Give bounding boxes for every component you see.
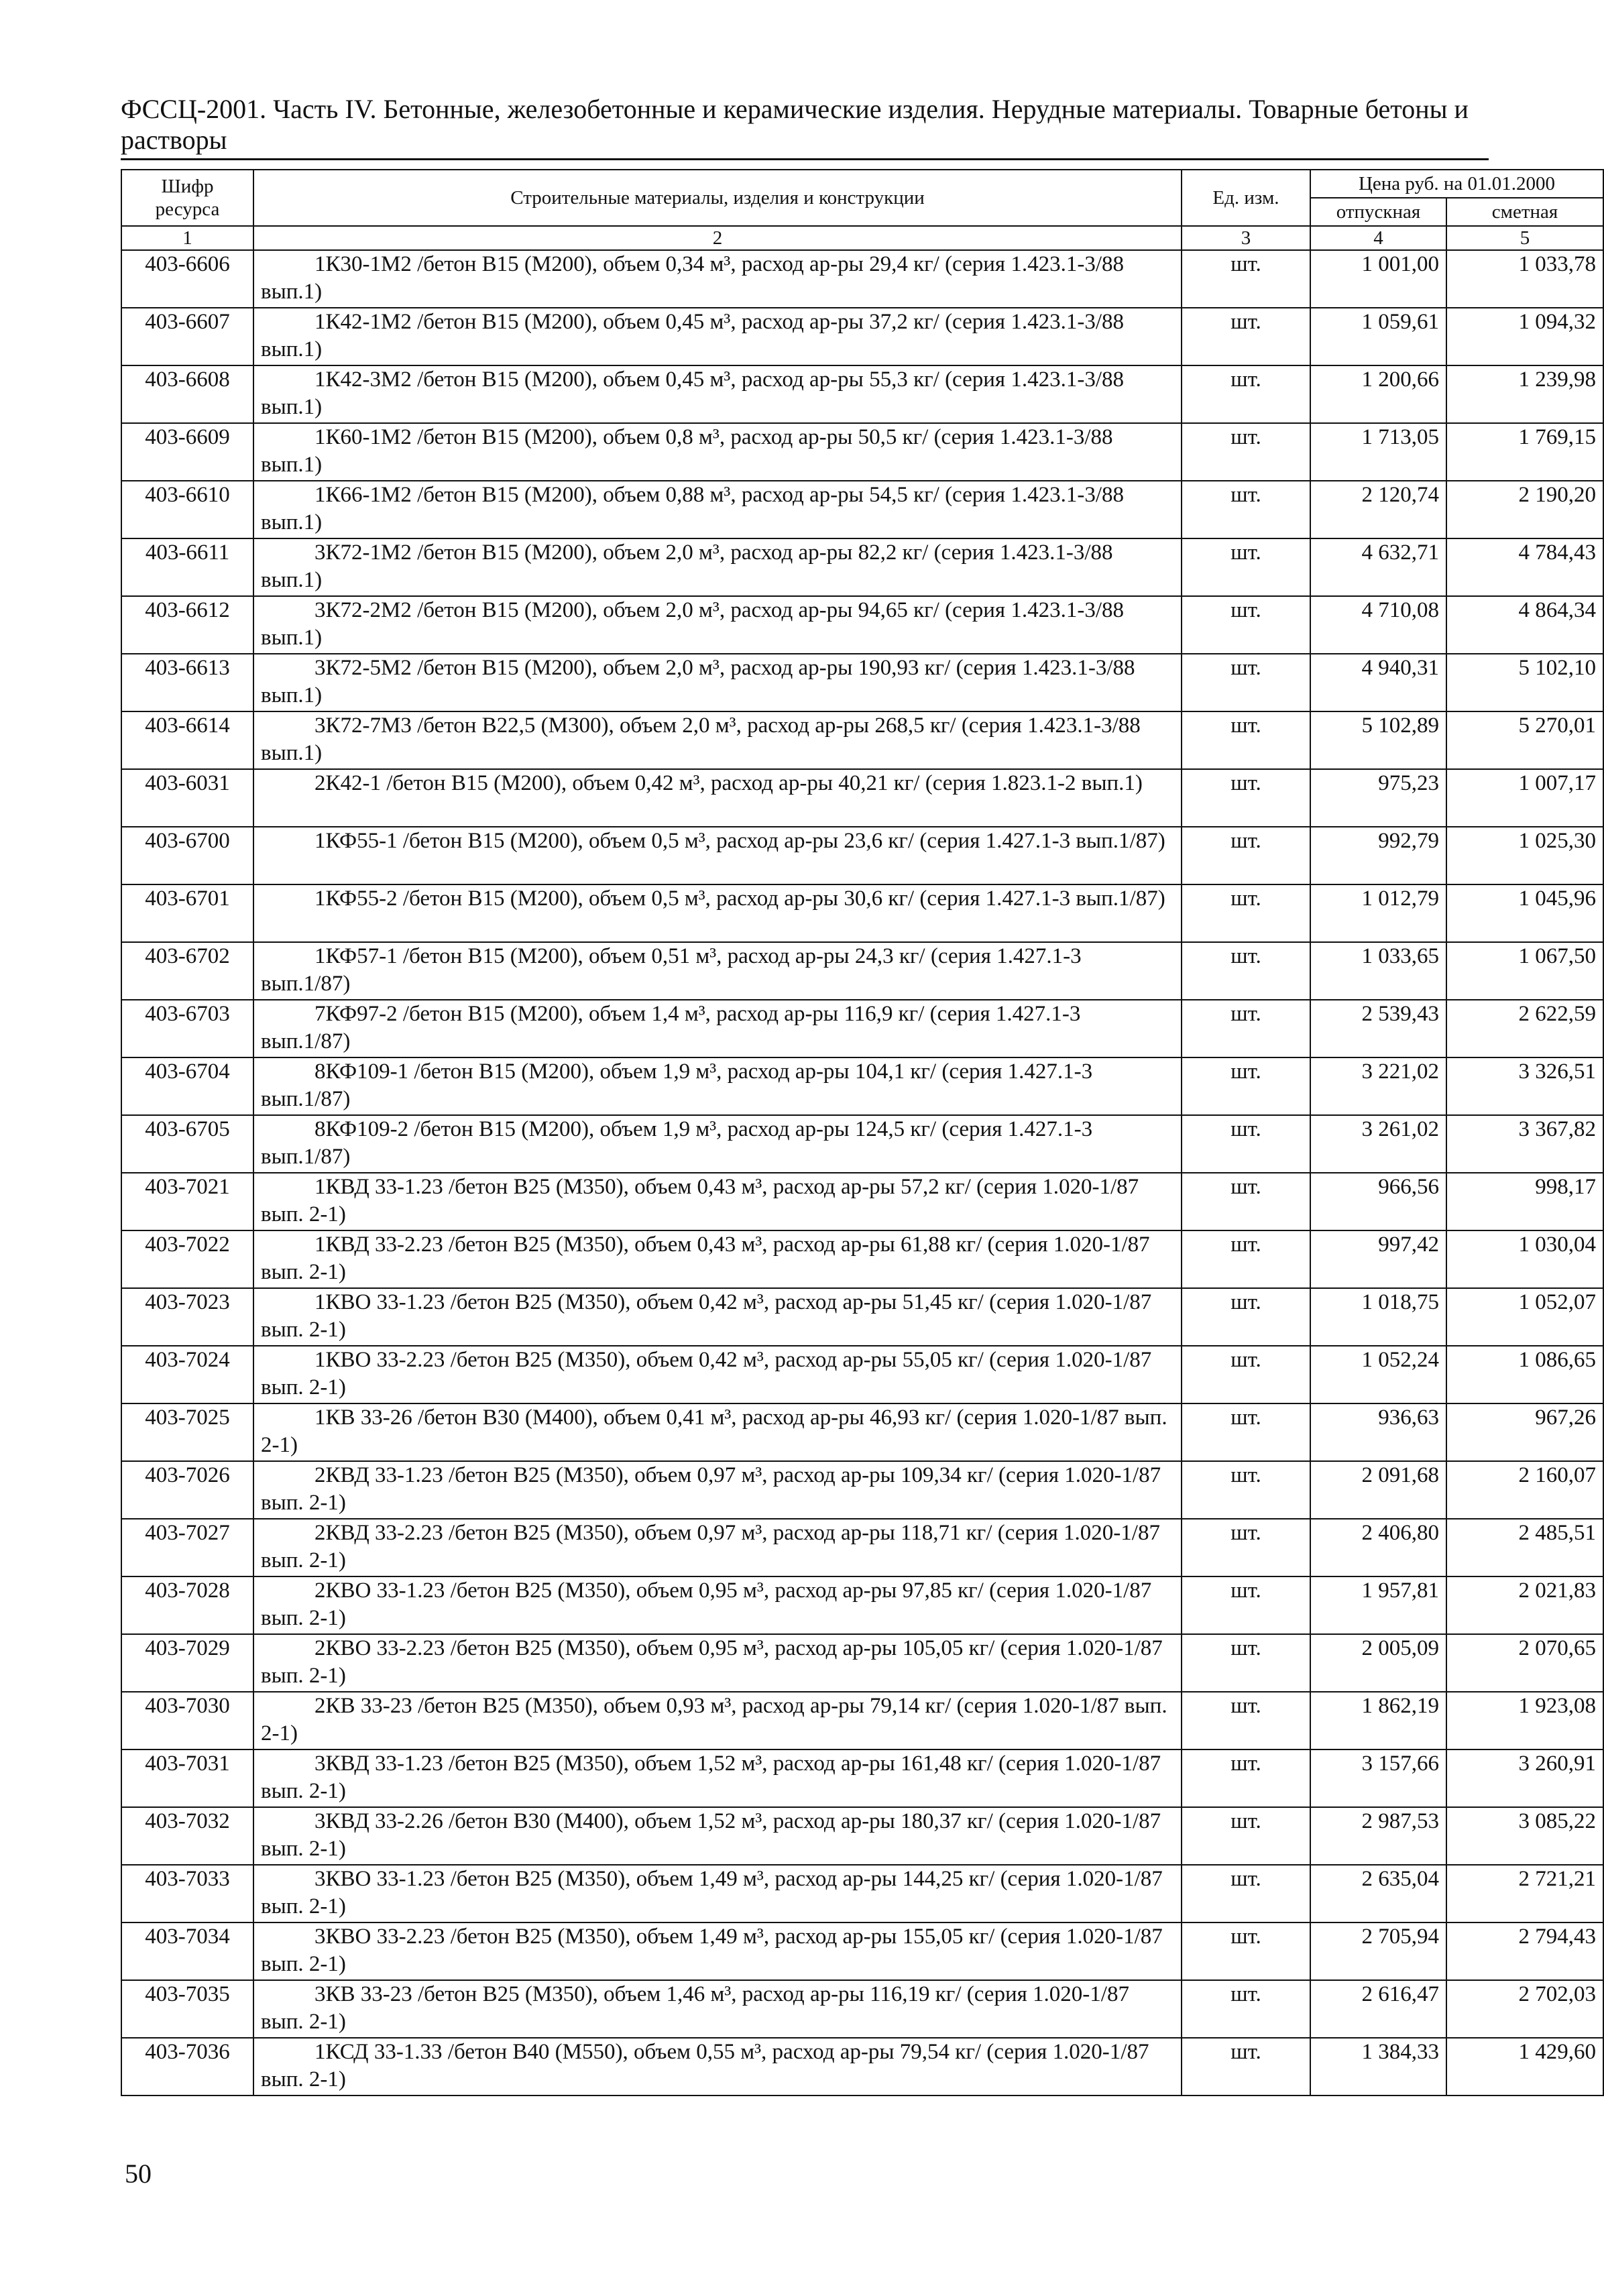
resource-code-cell: 403-6613	[121, 654, 253, 711]
material-name-cell: 1КВД 33-1.23 /бетон В25 (М350), объем 0,43 м³, расход ар-ры 57,2 кг/ (серия 1.020-1/87 вып. 2-1)	[253, 1173, 1182, 1230]
resource-code-cell: 403-7026	[121, 1461, 253, 1519]
material-name-cell: 1КВ 33-26 /бетон В30 (М400), объем 0,41 м³, расход ар-ры 46,93 кг/ (серия 1.020-1/87 вып. 2-1)	[253, 1403, 1182, 1461]
estimate-price-cell: 2 721,21	[1446, 1865, 1603, 1922]
material-name-cell: 7КФ97-2 /бетон В15 (М200), объем 1,4 м³, расход ар-ры 116,9 кг/ (серия 1.427.1-3 вып.1/87)	[253, 1000, 1182, 1057]
resource-code-cell: 403-6608	[121, 365, 253, 423]
release-price-cell: 2 616,47	[1310, 1980, 1446, 2038]
table-row	[121, 654, 1603, 711]
unit-cell: шт.	[1182, 2038, 1310, 2096]
material-name-cell: 3К72-1М2 /бетон В15 (М200), объем 2,0 м³, расход ар-ры 82,2 кг/ (серия 1.423.1-3/88 вып.1)	[253, 538, 1182, 596]
estimate-price-cell: 1 429,60	[1446, 2038, 1603, 2096]
release-price-cell: 1 957,81	[1310, 1576, 1446, 1634]
header-code: Шифр ресурса	[121, 170, 253, 226]
estimate-price-cell: 5 102,10	[1446, 654, 1603, 711]
material-name-cell: 1К42-3М2 /бетон В15 (М200), объем 0,45 м³, расход ар-ры 55,3 кг/ (серия 1.423.1-3/88 вып.1)	[253, 365, 1182, 423]
material-name-cell: 3К72-2М2 /бетон В15 (М200), объем 2,0 м³, расход ар-ры 94,65 кг/ (серия 1.423.1-3/88 вып.1)	[253, 596, 1182, 654]
estimate-price-cell: 2 160,07	[1446, 1461, 1603, 1519]
table-row	[121, 1173, 1603, 1230]
unit-cell: шт.	[1182, 538, 1310, 596]
release-price-cell: 1 862,19	[1310, 1692, 1446, 1749]
unit-cell: шт.	[1182, 711, 1310, 769]
table-row	[121, 596, 1603, 654]
estimate-price-cell: 1 923,08	[1446, 1692, 1603, 1749]
release-price-cell: 2 539,43	[1310, 1000, 1446, 1057]
release-price-cell: 4 940,31	[1310, 654, 1446, 711]
resource-code-cell: 403-7022	[121, 1230, 253, 1288]
resource-code-cell: 403-7027	[121, 1519, 253, 1576]
unit-cell: шт.	[1182, 1346, 1310, 1403]
unit-cell: шт.	[1182, 1749, 1310, 1807]
material-name-cell: 1КФ55-2 /бетон В15 (М200), объем 0,5 м³, расход ар-ры 30,6 кг/ (серия 1.427.1-3 вып.1/87)	[253, 884, 1182, 942]
estimate-price-cell: 1 030,04	[1446, 1230, 1603, 1288]
resource-code-cell: 403-6612	[121, 596, 253, 654]
table-row	[121, 827, 1603, 884]
page-number: 50	[125, 2159, 152, 2189]
release-price-cell: 1 384,33	[1310, 2038, 1446, 2096]
page-header-title: ФССЦ-2001. Часть IV. Бетонные, железобетонные и керамические изделия. Нерудные материалы. Товарные бетоны и растворы	[121, 94, 1469, 155]
material-name-cell: 1КСД 33-1.33 /бетон В40 (М550), объем 0,55 м³, расход ар-ры 79,54 кг/ (серия 1.020-1/87 вып. 2-1)	[253, 2038, 1182, 2096]
table-row	[121, 481, 1603, 538]
table-row	[121, 884, 1603, 942]
release-price-cell: 1 018,75	[1310, 1288, 1446, 1346]
header-colnum-1: 1	[121, 226, 253, 250]
resource-code-cell: 403-7033	[121, 1865, 253, 1922]
release-price-cell: 1 713,05	[1310, 423, 1446, 481]
material-name-cell: 3КВД 33-2.26 /бетон В30 (М400), объем 1,52 м³, расход ар-ры 180,37 кг/ (серия 1.020-1/87 вып. 2-1)	[253, 1807, 1182, 1865]
estimate-price-cell: 1 007,17	[1446, 769, 1603, 827]
table-row	[121, 1692, 1603, 1749]
material-name-cell: 3КВ 33-23 /бетон В25 (М350), объем 1,46 м³, расход ар-ры 116,19 кг/ (серия 1.020-1/87 вып. 2-1)	[253, 1980, 1182, 2038]
table-row	[121, 1403, 1603, 1461]
table-row	[121, 711, 1603, 769]
release-price-cell: 1 200,66	[1310, 365, 1446, 423]
header-colnum-5: 5	[1446, 226, 1603, 250]
unit-cell: шт.	[1182, 1230, 1310, 1288]
material-name-cell: 1КФ55-1 /бетон В15 (М200), объем 0,5 м³, расход ар-ры 23,6 кг/ (серия 1.427.1-3 вып.1/87)	[253, 827, 1182, 884]
estimate-price-cell: 1 025,30	[1446, 827, 1603, 884]
resource-code-cell: 403-6704	[121, 1057, 253, 1115]
resource-code-cell: 403-7028	[121, 1576, 253, 1634]
table-row	[121, 1057, 1603, 1115]
material-name-cell: 2КВД 33-1.23 /бетон В25 (М350), объем 0,97 м³, расход ар-ры 109,34 кг/ (серия 1.020-1/87 вып. 2-1)	[253, 1461, 1182, 1519]
unit-cell: шт.	[1182, 481, 1310, 538]
resource-code-cell: 403-7024	[121, 1346, 253, 1403]
resource-code-cell: 403-7032	[121, 1807, 253, 1865]
material-name-cell: 8КФ109-2 /бетон В15 (М200), объем 1,9 м³, расход ар-ры 124,5 кг/ (серия 1.427.1-3 вып.1/87)	[253, 1115, 1182, 1173]
table-row	[121, 1922, 1603, 1980]
resource-code-cell: 403-6614	[121, 711, 253, 769]
table-row	[121, 1115, 1603, 1173]
material-name-cell: 2КВО 33-2.23 /бетон В25 (М350), объем 0,95 м³, расход ар-ры 105,05 кг/ (серия 1.020-1/87 вып. 2-1)	[253, 1634, 1182, 1692]
resource-code-cell: 403-7025	[121, 1403, 253, 1461]
price-table	[121, 169, 1604, 2096]
material-name-cell: 2КВО 33-1.23 /бетон В25 (М350), объем 0,95 м³, расход ар-ры 97,85 кг/ (серия 1.020-1/87 вып. 2-1)	[253, 1576, 1182, 1634]
resource-code-cell: 403-7036	[121, 2038, 253, 2096]
resource-code-cell: 403-6705	[121, 1115, 253, 1173]
header-colnum-2: 2	[253, 226, 1182, 250]
table-row	[121, 1000, 1603, 1057]
material-name-cell: 1К66-1М2 /бетон В15 (М200), объем 0,88 м³, расход ар-ры 54,5 кг/ (серия 1.423.1-3/88 вып.1)	[253, 481, 1182, 538]
material-name-cell: 1К42-1М2 /бетон В15 (М200), объем 0,45 м³, расход ар-ры 37,2 кг/ (серия 1.423.1-3/88 вып.1)	[253, 308, 1182, 365]
release-price-cell: 3 221,02	[1310, 1057, 1446, 1115]
material-name-cell: 3К72-5М2 /бетон В15 (М200), объем 2,0 м³, расход ар-ры 190,93 кг/ (серия 1.423.1-3/88 вып.1)	[253, 654, 1182, 711]
resource-code-cell: 403-6610	[121, 481, 253, 538]
estimate-price-cell: 2 702,03	[1446, 1980, 1603, 2038]
estimate-price-cell: 1 067,50	[1446, 942, 1603, 1000]
resource-code-cell: 403-6702	[121, 942, 253, 1000]
table-row	[121, 1288, 1603, 1346]
material-name-cell: 2КВД 33-2.23 /бетон В25 (М350), объем 0,97 м³, расход ар-ры 118,71 кг/ (серия 1.020-1/87 вып. 2-1)	[253, 1519, 1182, 1576]
table-row	[121, 1634, 1603, 1692]
resource-code-cell: 403-6031	[121, 769, 253, 827]
table-row	[121, 1519, 1603, 1576]
unit-cell: шт.	[1182, 250, 1310, 308]
table-row	[121, 1576, 1603, 1634]
header-colnum-4: 4	[1310, 226, 1446, 250]
release-price-cell: 3 157,66	[1310, 1749, 1446, 1807]
table-row	[121, 308, 1603, 365]
material-name-cell: 2КВ 33-23 /бетон В25 (М350), объем 0,93 м³, расход ар-ры 79,14 кг/ (серия 1.020-1/87 вып. 2-1)	[253, 1692, 1182, 1749]
estimate-price-cell: 2 070,65	[1446, 1634, 1603, 1692]
material-name-cell: 1К60-1М2 /бетон В15 (М200), объем 0,8 м³, расход ар-ры 50,5 кг/ (серия 1.423.1-3/88 вып.1)	[253, 423, 1182, 481]
resource-code-cell: 403-7029	[121, 1634, 253, 1692]
unit-cell: шт.	[1182, 365, 1310, 423]
unit-cell: шт.	[1182, 1288, 1310, 1346]
unit-cell: шт.	[1182, 1807, 1310, 1865]
unit-cell: шт.	[1182, 1692, 1310, 1749]
resource-code-cell: 403-7035	[121, 1980, 253, 2038]
estimate-price-cell: 5 270,01	[1446, 711, 1603, 769]
table-row	[121, 250, 1603, 308]
release-price-cell: 975,23	[1310, 769, 1446, 827]
material-name-cell: 8КФ109-1 /бетон В15 (М200), объем 1,9 м³, расход ар-ры 104,1 кг/ (серия 1.427.1-3 вып.1/87)	[253, 1057, 1182, 1115]
material-name-cell: 2К42-1 /бетон В15 (М200), объем 0,42 м³, расход ар-ры 40,21 кг/ (серия 1.823.1-2 вып.1)	[253, 769, 1182, 827]
table-row	[121, 1865, 1603, 1922]
unit-cell: шт.	[1182, 1000, 1310, 1057]
unit-cell: шт.	[1182, 1461, 1310, 1519]
material-name-cell: 3КВО 33-1.23 /бетон В25 (М350), объем 1,49 м³, расход ар-ры 144,25 кг/ (серия 1.020-1/87 вып. 2-1)	[253, 1865, 1182, 1922]
table-row	[121, 2038, 1603, 2096]
header-rule	[121, 158, 1489, 160]
resource-code-cell: 403-6606	[121, 250, 253, 308]
resource-code-cell: 403-6701	[121, 884, 253, 942]
release-price-cell: 2 005,09	[1310, 1634, 1446, 1692]
release-price-cell: 966,56	[1310, 1173, 1446, 1230]
unit-cell: шт.	[1182, 654, 1310, 711]
unit-cell: шт.	[1182, 1576, 1310, 1634]
resource-code-cell: 403-6607	[121, 308, 253, 365]
estimate-price-cell: 1 045,96	[1446, 884, 1603, 942]
table-row	[121, 942, 1603, 1000]
release-price-cell: 997,42	[1310, 1230, 1446, 1288]
estimate-price-cell: 3 326,51	[1446, 1057, 1603, 1115]
material-name-cell: 1К30-1М2 /бетон В15 (М200), объем 0,34 м³, расход ар-ры 29,4 кг/ (серия 1.423.1-3/88 вып.1)	[253, 250, 1182, 308]
header-colnum-3: 3	[1182, 226, 1310, 250]
release-price-cell: 4 710,08	[1310, 596, 1446, 654]
unit-cell: шт.	[1182, 1634, 1310, 1692]
unit-cell: шт.	[1182, 1865, 1310, 1922]
header-price-estimate: сметная	[1446, 198, 1603, 226]
unit-cell: шт.	[1182, 1980, 1310, 2038]
unit-cell: шт.	[1182, 308, 1310, 365]
release-price-cell: 992,79	[1310, 827, 1446, 884]
estimate-price-cell: 1 769,15	[1446, 423, 1603, 481]
material-name-cell: 1КФ57-1 /бетон В15 (М200), объем 0,51 м³, расход ар-ры 24,3 кг/ (серия 1.427.1-3 вып.1/87)	[253, 942, 1182, 1000]
estimate-price-cell: 998,17	[1446, 1173, 1603, 1230]
table-header	[121, 170, 1603, 250]
resource-code-cell: 403-6703	[121, 1000, 253, 1057]
unit-cell: шт.	[1182, 1922, 1310, 1980]
header-price: Цена руб. на 01.01.2000	[1310, 170, 1603, 198]
estimate-price-cell: 1 086,65	[1446, 1346, 1603, 1403]
estimate-price-cell: 3 085,22	[1446, 1807, 1603, 1865]
material-name-cell: 3КВО 33-2.23 /бетон В25 (М350), объем 1,49 м³, расход ар-ры 155,05 кг/ (серия 1.020-1/87 вып. 2-1)	[253, 1922, 1182, 1980]
release-price-cell: 2 705,94	[1310, 1922, 1446, 1980]
estimate-price-cell: 4 784,43	[1446, 538, 1603, 596]
resource-code-cell: 403-6611	[121, 538, 253, 596]
table-row	[121, 1461, 1603, 1519]
release-price-cell: 1 012,79	[1310, 884, 1446, 942]
release-price-cell: 936,63	[1310, 1403, 1446, 1461]
header-price-release: отпускная	[1310, 198, 1446, 226]
material-name-cell: 1КВО 33-1.23 /бетон В25 (М350), объем 0,42 м³, расход ар-ры 51,45 кг/ (серия 1.020-1/87 вып. 2-1)	[253, 1288, 1182, 1346]
table-row	[121, 423, 1603, 481]
release-price-cell: 1 052,24	[1310, 1346, 1446, 1403]
table-row	[121, 1807, 1603, 1865]
resource-code-cell: 403-7021	[121, 1173, 253, 1230]
unit-cell: шт.	[1182, 1173, 1310, 1230]
unit-cell: шт.	[1182, 423, 1310, 481]
table-row	[121, 1980, 1603, 2038]
estimate-price-cell: 967,26	[1446, 1403, 1603, 1461]
unit-cell: шт.	[1182, 769, 1310, 827]
resource-code-cell: 403-7023	[121, 1288, 253, 1346]
table-row	[121, 1749, 1603, 1807]
table-row	[121, 1230, 1603, 1288]
release-price-cell: 4 632,71	[1310, 538, 1446, 596]
unit-cell: шт.	[1182, 884, 1310, 942]
resource-code-cell: 403-7030	[121, 1692, 253, 1749]
estimate-price-cell: 2 485,51	[1446, 1519, 1603, 1576]
unit-cell: шт.	[1182, 1115, 1310, 1173]
estimate-price-cell: 2 622,59	[1446, 1000, 1603, 1057]
header-name: Строительные материалы, изделия и конструкции	[253, 170, 1182, 226]
unit-cell: шт.	[1182, 827, 1310, 884]
material-name-cell: 3К72-7М3 /бетон В22,5 (М300), объем 2,0 м³, расход ар-ры 268,5 кг/ (серия 1.423.1-3/88 вып.1)	[253, 711, 1182, 769]
resource-code-cell: 403-7034	[121, 1922, 253, 1980]
material-name-cell: 3КВД 33-1.23 /бетон В25 (М350), объем 1,52 м³, расход ар-ры 161,48 кг/ (серия 1.020-1/87 вып. 2-1)	[253, 1749, 1182, 1807]
release-price-cell: 2 120,74	[1310, 481, 1446, 538]
resource-code-cell: 403-7031	[121, 1749, 253, 1807]
table-row	[121, 769, 1603, 827]
estimate-price-cell: 1 033,78	[1446, 250, 1603, 308]
estimate-price-cell: 2 190,20	[1446, 481, 1603, 538]
release-price-cell: 2 091,68	[1310, 1461, 1446, 1519]
estimate-price-cell: 3 260,91	[1446, 1749, 1603, 1807]
release-price-cell: 1 033,65	[1310, 942, 1446, 1000]
table-row	[121, 538, 1603, 596]
estimate-price-cell: 2 794,43	[1446, 1922, 1603, 1980]
header-unit: Ед. изм.	[1182, 170, 1310, 226]
estimate-price-cell: 1 094,32	[1446, 308, 1603, 365]
unit-cell: шт.	[1182, 596, 1310, 654]
resource-code-cell: 403-6700	[121, 827, 253, 884]
release-price-cell: 5 102,89	[1310, 711, 1446, 769]
release-price-cell: 2 635,04	[1310, 1865, 1446, 1922]
release-price-cell: 3 261,02	[1310, 1115, 1446, 1173]
unit-cell: шт.	[1182, 1057, 1310, 1115]
release-price-cell: 1 001,00	[1310, 250, 1446, 308]
table-row	[121, 1346, 1603, 1403]
release-price-cell: 2 987,53	[1310, 1807, 1446, 1865]
resource-code-cell: 403-6609	[121, 423, 253, 481]
estimate-price-cell: 2 021,83	[1446, 1576, 1603, 1634]
material-name-cell: 1КВД 33-2.23 /бетон В25 (М350), объем 0,43 м³, расход ар-ры 61,88 кг/ (серия 1.020-1/87 вып. 2-1)	[253, 1230, 1182, 1288]
estimate-price-cell: 1 052,07	[1446, 1288, 1603, 1346]
unit-cell: шт.	[1182, 942, 1310, 1000]
unit-cell: шт.	[1182, 1519, 1310, 1576]
estimate-price-cell: 1 239,98	[1446, 365, 1603, 423]
estimate-price-cell: 4 864,34	[1446, 596, 1603, 654]
table-row	[121, 365, 1603, 423]
unit-cell: шт.	[1182, 1403, 1310, 1461]
estimate-price-cell: 3 367,82	[1446, 1115, 1603, 1173]
release-price-cell: 2 406,80	[1310, 1519, 1446, 1576]
material-name-cell: 1КВО 33-2.23 /бетон В25 (М350), объем 0,42 м³, расход ар-ры 55,05 кг/ (серия 1.020-1/87 вып. 2-1)	[253, 1346, 1182, 1403]
table-body	[121, 250, 1603, 2096]
release-price-cell: 1 059,61	[1310, 308, 1446, 365]
